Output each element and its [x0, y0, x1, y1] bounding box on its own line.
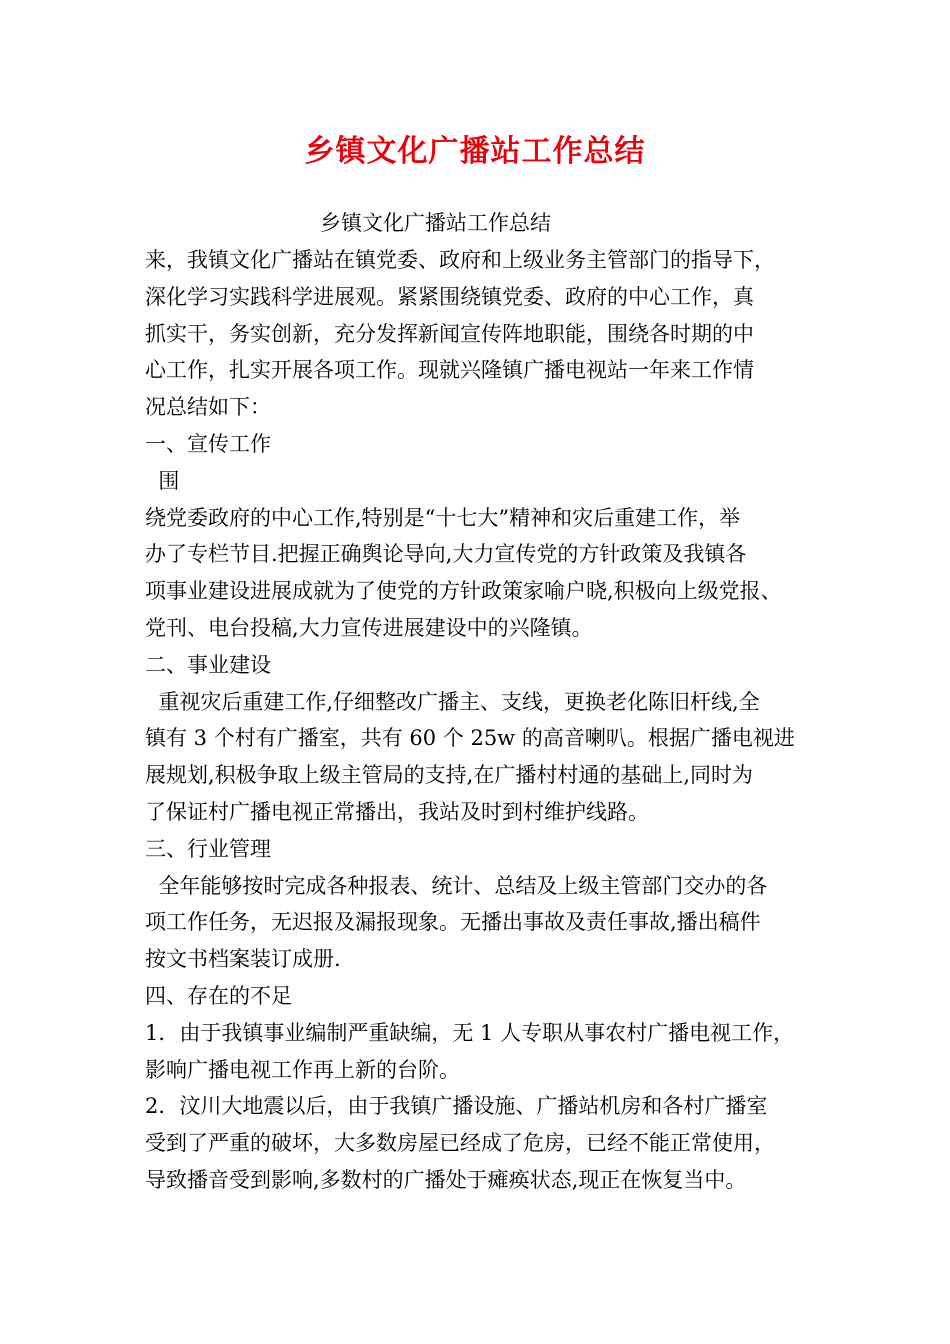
text-line: 全年能够按时完成各种报表、统计、总结及上级主管部门交办的各: [145, 873, 768, 898]
text-line: 受到了严重的破坏，大多数房屋已经成了危房，已经不能正常使用，: [145, 1131, 775, 1156]
text-line: 围: [145, 468, 180, 493]
text-line: 重视灾后重建工作,仔细整改广播主、支线，更换老化陈旧杆线,全: [145, 689, 760, 714]
text-line: 展规划,积极争取上级主管局的支持,在广播村村通的基础上,同时为: [145, 763, 754, 788]
text-line: 导致播音受到影响,多数村的广播处于瘫痪状态,现正在恢复当中。: [145, 1167, 747, 1192]
text-line: 绕党委政府的中心工作,特别是“十七大”精神和灾后重建工作，举: [145, 505, 741, 530]
text-line: 四、存在的不足: [145, 983, 292, 1008]
document-body: [145, 242, 835, 1199]
text-line: 镇有 3 个村有广播室，共有 60 个 25w 的高音喇叭。根据广播电视进: [145, 726, 795, 751]
text-line: 心工作，扎实开展各项工作。现就兴隆镇广播电视站一年来工作情: [145, 358, 754, 383]
text-line: 来，我镇文化广播站在镇党委、政府和上级业务主管部门的指导下，: [145, 248, 775, 272]
text-line: 项工作任务，无迟报及漏报现象。无播出事故及责任事故,播出稿件: [145, 910, 761, 935]
text-line: 办了专栏节目.把握正确舆论导向,大力宣传党的方针政策及我镇各: [145, 542, 747, 567]
document-title: 乡镇文化广播站工作总结: [304, 134, 646, 169]
text-line: 抓实干，务实创新，充分发挥新闻宣传阵地职能，围绕各时期的中: [145, 321, 754, 346]
text-line: 项事业建设进展成就为了使党的方针政策家喻户晓,积极向上级党报、: [145, 579, 782, 604]
text-line: 三、行业管理: [145, 836, 271, 861]
text-line: 一、宣传工作: [145, 431, 271, 456]
text-line: 影响广播电视工作再上新的台阶。: [145, 1057, 460, 1082]
text-line: 况总结如下：: [145, 395, 271, 420]
text-line: 深化学习实践科学进展观。紧紧围绕镇党委、政府的中心工作，真: [145, 284, 754, 309]
text-line: 党刊、电台投稿,大力宣传进展建设中的兴隆镇。: [145, 615, 593, 640]
document-subtitle: 乡镇文化广播站工作总结: [320, 211, 551, 235]
text-line: 2．汶川大地震以后，由于我镇广播设施、广播站机房和各村广播室: [145, 1094, 768, 1119]
text-line: 了保证村广播电视正常播出，我站及时到村维护线路。: [145, 799, 649, 824]
text-line: 1．由于我镇事业编制严重缺编，无 1 人专职从事农村广播电视工作，: [145, 1020, 795, 1045]
text-line: 按文书档案装订成册.: [145, 947, 341, 972]
text-line: 二、事业建设: [145, 652, 271, 677]
